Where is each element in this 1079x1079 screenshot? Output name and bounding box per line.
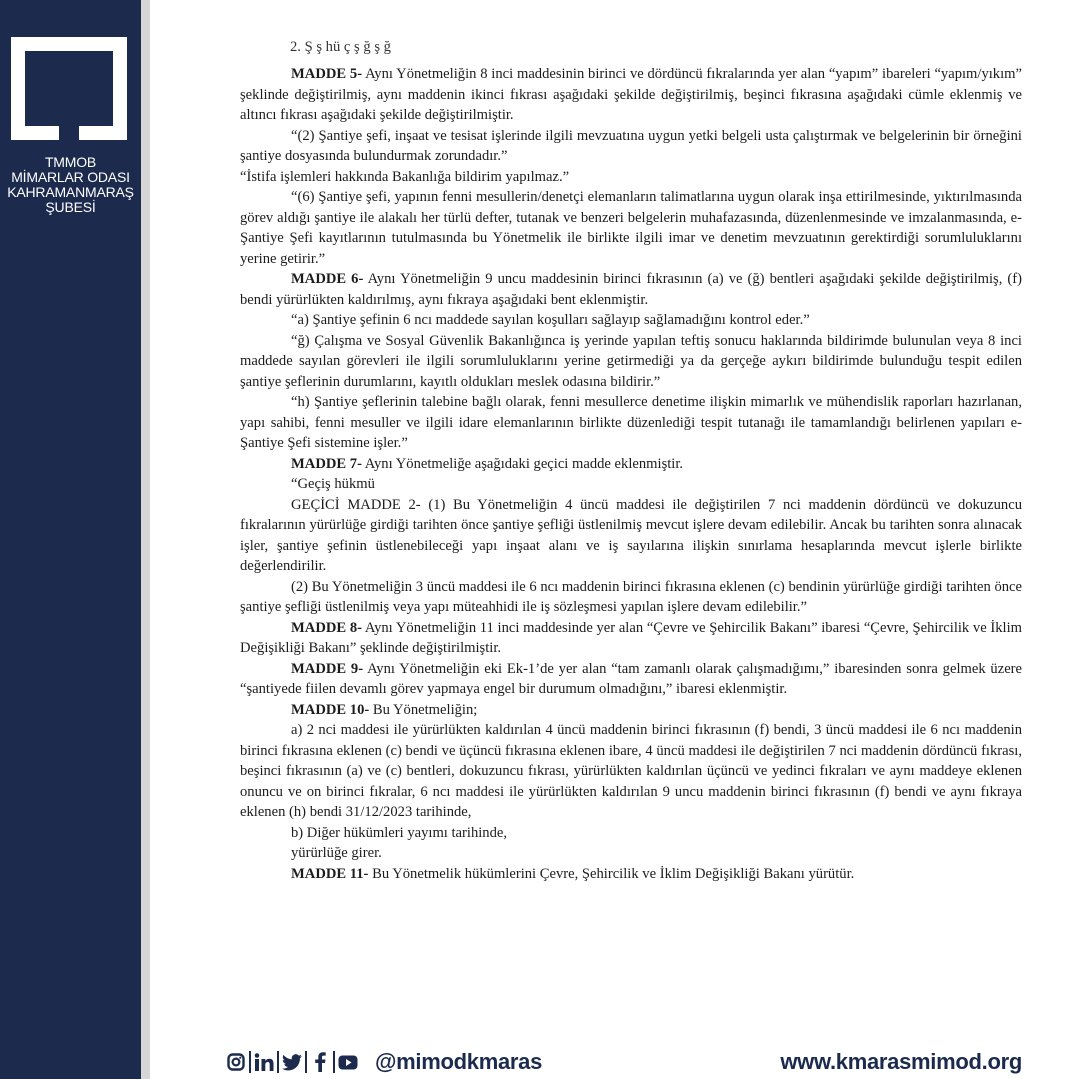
org-line: KAHRAMANMARAŞ bbox=[7, 184, 134, 200]
article-paragraph: MADDE 8- Aynı Yönetmeliğin 11 inci maddesinde yer alan “Çevre ve Şehircilik Bakanı” ibaresi “Çevre, Şehircilik ve İklim Değişikliği Bakanı” şeklinde değiştirilmiştir. bbox=[240, 619, 1022, 656]
social-handle[interactable]: @mimodkmaras bbox=[375, 1049, 543, 1074]
regulation-text bbox=[240, 39, 1023, 884]
sidebar-banner bbox=[0, 0, 141, 1079]
youtube-icon[interactable] bbox=[338, 1051, 358, 1073]
sidebar-edge-divider bbox=[141, 0, 150, 1079]
article-paragraph: MADDE 7- Aynı Yönetmeliğe aşağıdaki geçici madde eklenmiştir. bbox=[291, 455, 684, 472]
quoted-paragraph: “h) Şantiye şeflerinin talebine bağlı olarak, fenni mesullerce denetime ilişkin mimarlık ve mühendislik raporları hazırlanan, yapı sahibi, fenni mesuller ve ilgili idare elemanlarının birlikte düzenlediği tespit tutanağı ile tamamlandığı belirlenen yapıları e-Şantiye Şefi sistemine işler.” bbox=[240, 394, 1022, 451]
twitter-icon[interactable] bbox=[282, 1051, 302, 1073]
social-separator bbox=[333, 1051, 335, 1073]
quoted-paragraph: “İstifa işlemleri hakkında Bakanlığa bildirim yapılmaz.” bbox=[240, 168, 570, 185]
article-label: MADDE 9- bbox=[291, 660, 364, 677]
social-separator bbox=[305, 1051, 307, 1073]
article-paragraph: MADDE 5- Aynı Yönetmeliğin 8 inci maddesinin birinci ve dördüncü fıkralarında yer alan “yapım” ibareleri “yapım/yıkım” şeklinde değiştirilmiş, aynı maddenin ikinci fıkrası aşağıdaki şekilde değiştirilmiş, beşinci fıkrasına aşağıdaki cümle eklenmiş ve altıncı fıkrası aşağıdaki şekilde değiştirilmiştir. bbox=[240, 66, 1022, 123]
instagram-icon[interactable] bbox=[226, 1051, 246, 1073]
article-paragraph: MADDE 6- Aynı Yönetmeliğin 9 uncu maddesinin birinci fıkrasının (a) ve (ğ) bentleri aşağıdaki şekilde değiştirilmiş, (f) bendi yürürlükten kaldırılmış, aynı fıkraya aşağıdaki bent eklenmiştir. bbox=[240, 271, 1023, 308]
article-label: MADDE 5- bbox=[291, 66, 363, 82]
social-links bbox=[226, 1051, 358, 1073]
quoted-paragraph: “(6) Şantiye şefi, yapının fenni mesullerin/denetçi elemanların talimatlarına uygun olarak inşa ettirilmesinde, yıktırılmasında görev aldığı şantiye ile alakalı her türlü defter, tutanak ve benzeri belgelerin muhafazasında, düzenlenmesinde ve imzalanmasında, e-Şantiye Şefi kayıtlarının tutulmasında bu Yönetmelik ile birlikte ilgili imar ve denetim mevzuatının gerektirdiği sorumluluklarını yerine getirir.” bbox=[240, 189, 1022, 267]
list-paragraph: b) Diğer hükümleri yayımı tarihinde, bbox=[291, 824, 508, 841]
chamber-logo-icon bbox=[11, 37, 127, 140]
social-separator bbox=[249, 1051, 251, 1073]
org-line: TMMOB bbox=[44, 154, 97, 170]
linkedin-icon[interactable] bbox=[254, 1051, 274, 1073]
article-label: MADDE 10- bbox=[291, 701, 370, 718]
article-paragraph: MADDE 9- Aynı Yönetmeliğin eki Ek-1’de yer alan “tam zamanlı olarak çalışmadığımı,” ibaresinden sonra gelmek üzere “şantiyede fiilen devamlı görev yapmaya engel bir durumum olmadığını,” ibaresi eklenmiştir. bbox=[240, 660, 1023, 697]
organization-name bbox=[0, 155, 141, 215]
quoted-paragraph: “Geçiş hükmü bbox=[291, 476, 375, 492]
cropped-previous-line: 2. Ş ş hü ç ş ğ ş ğ bbox=[290, 39, 391, 55]
footer-bar bbox=[0, 1045, 1079, 1079]
facebook-icon[interactable] bbox=[310, 1051, 330, 1073]
article-paragraph: MADDE 10- Bu Yönetmeliğin; bbox=[291, 701, 478, 718]
quoted-paragraph: (2) Bu Yönetmeliğin 3 üncü maddesi ile 6 ncı maddenin birinci fıkrasına eklenen (c) bendinin yürürlüğe girdiği tarihten önce şantiye şefliği üstlenilmiş veya yapı müteahhidi ile iş sözleşmesi yapılan işlere devam edilebilir.” bbox=[240, 578, 1022, 615]
article-paragraph: MADDE 11- Bu Yönetmelik hükümlerini Çevre, Şehircilik ve İklim Değişikliği Bakanı yürütür. bbox=[291, 865, 855, 882]
article-label: MADDE 11- bbox=[291, 865, 369, 882]
quoted-paragraph: GEÇİCİ MADDE 2- (1) Bu Yönetmeliğin 4 üncü maddesi ile değiştirilen 7 nci maddenin dördüncü ve dokuzuncu fıkralarının yürürlüğe girdiği tarihten önce şantiye şefliği üstlenilmiş mevcut işlere devam edilebilir. Ancak bu tarihten sonra alınacak işler, şantiye şefinin üstlenebileceği yapı inşaat alanı ve iş sayılarına ilişkin sınırlama hesaplarında mevcut işlerle birlikte değerlendirilir. bbox=[240, 496, 1022, 574]
quoted-paragraph: “a) Şantiye şefinin 6 ncı maddede sayılan koşulları sağlayıp sağlamadığını kontrol eder.” bbox=[291, 312, 810, 328]
article-label: MADDE 8- bbox=[291, 619, 362, 636]
org-line: MİMARLAR ODASI bbox=[11, 169, 130, 185]
list-paragraph: a) 2 nci maddesi ile yürürlükten kaldırılan 4 üncü maddenin birinci fıkrasının (f) bendi, 3 üncü maddesi ile 6 ncı maddenin birinci fıkrasına eklenen (c) bendi ve üçüncü fıkrasına eklenen ibare, 4 üncü maddesi ile değiştirilen 7 nci maddenin dördüncü fıkrası, beşinci fıkrasının (a) ve (c) bentleri, dokuzuncu fıkrası, yürürlükten kaldırılan üçüncü ve yedinci fıkraları ve aynı maddeye eklenen onuncu ve on birinci fıkralar, 6 ncı maddesi ile yürürlükten kaldırılan 9 uncu maddenin birinci fıkrasının (f) bendi ve aynı fıkraya eklenen (h) bendi 31/12/2023 tarihinde, bbox=[240, 722, 1022, 820]
article-label: MADDE 7- bbox=[291, 455, 362, 472]
article-label: MADDE 6- bbox=[291, 271, 364, 287]
list-paragraph: yürürlüğe girer. bbox=[291, 845, 382, 861]
social-separator bbox=[277, 1051, 279, 1073]
quoted-paragraph: “(2) Şantiye şefi, inşaat ve tesisat işlerinde ilgili mevzuatına uygun yetki belgeli usta çalıştırmak ve belgelerinin bir örneğini şantiye dosyasında bulundurmak zorundadır.” bbox=[240, 127, 1022, 164]
quoted-paragraph: “ğ) Çalışma ve Sosyal Güvenlik Bakanlığınca iş yerinde yapılan teftiş sonucu haklarında bildirimde bulunulan veya 8 inci maddede sayılan görevleri ile ilgili sorumluluklarını yerine getirmediği ya da gerçeğe aykırı bildirimde bulunduğu tespit edilen şantiye şeflerinin durumlarını, kayıtlı oldukları meslek odasına bildirir.” bbox=[240, 332, 1022, 390]
website-link[interactable]: www.kmarasmimod.org bbox=[780, 1049, 1022, 1074]
org-line: ŞUBESİ bbox=[45, 199, 96, 215]
